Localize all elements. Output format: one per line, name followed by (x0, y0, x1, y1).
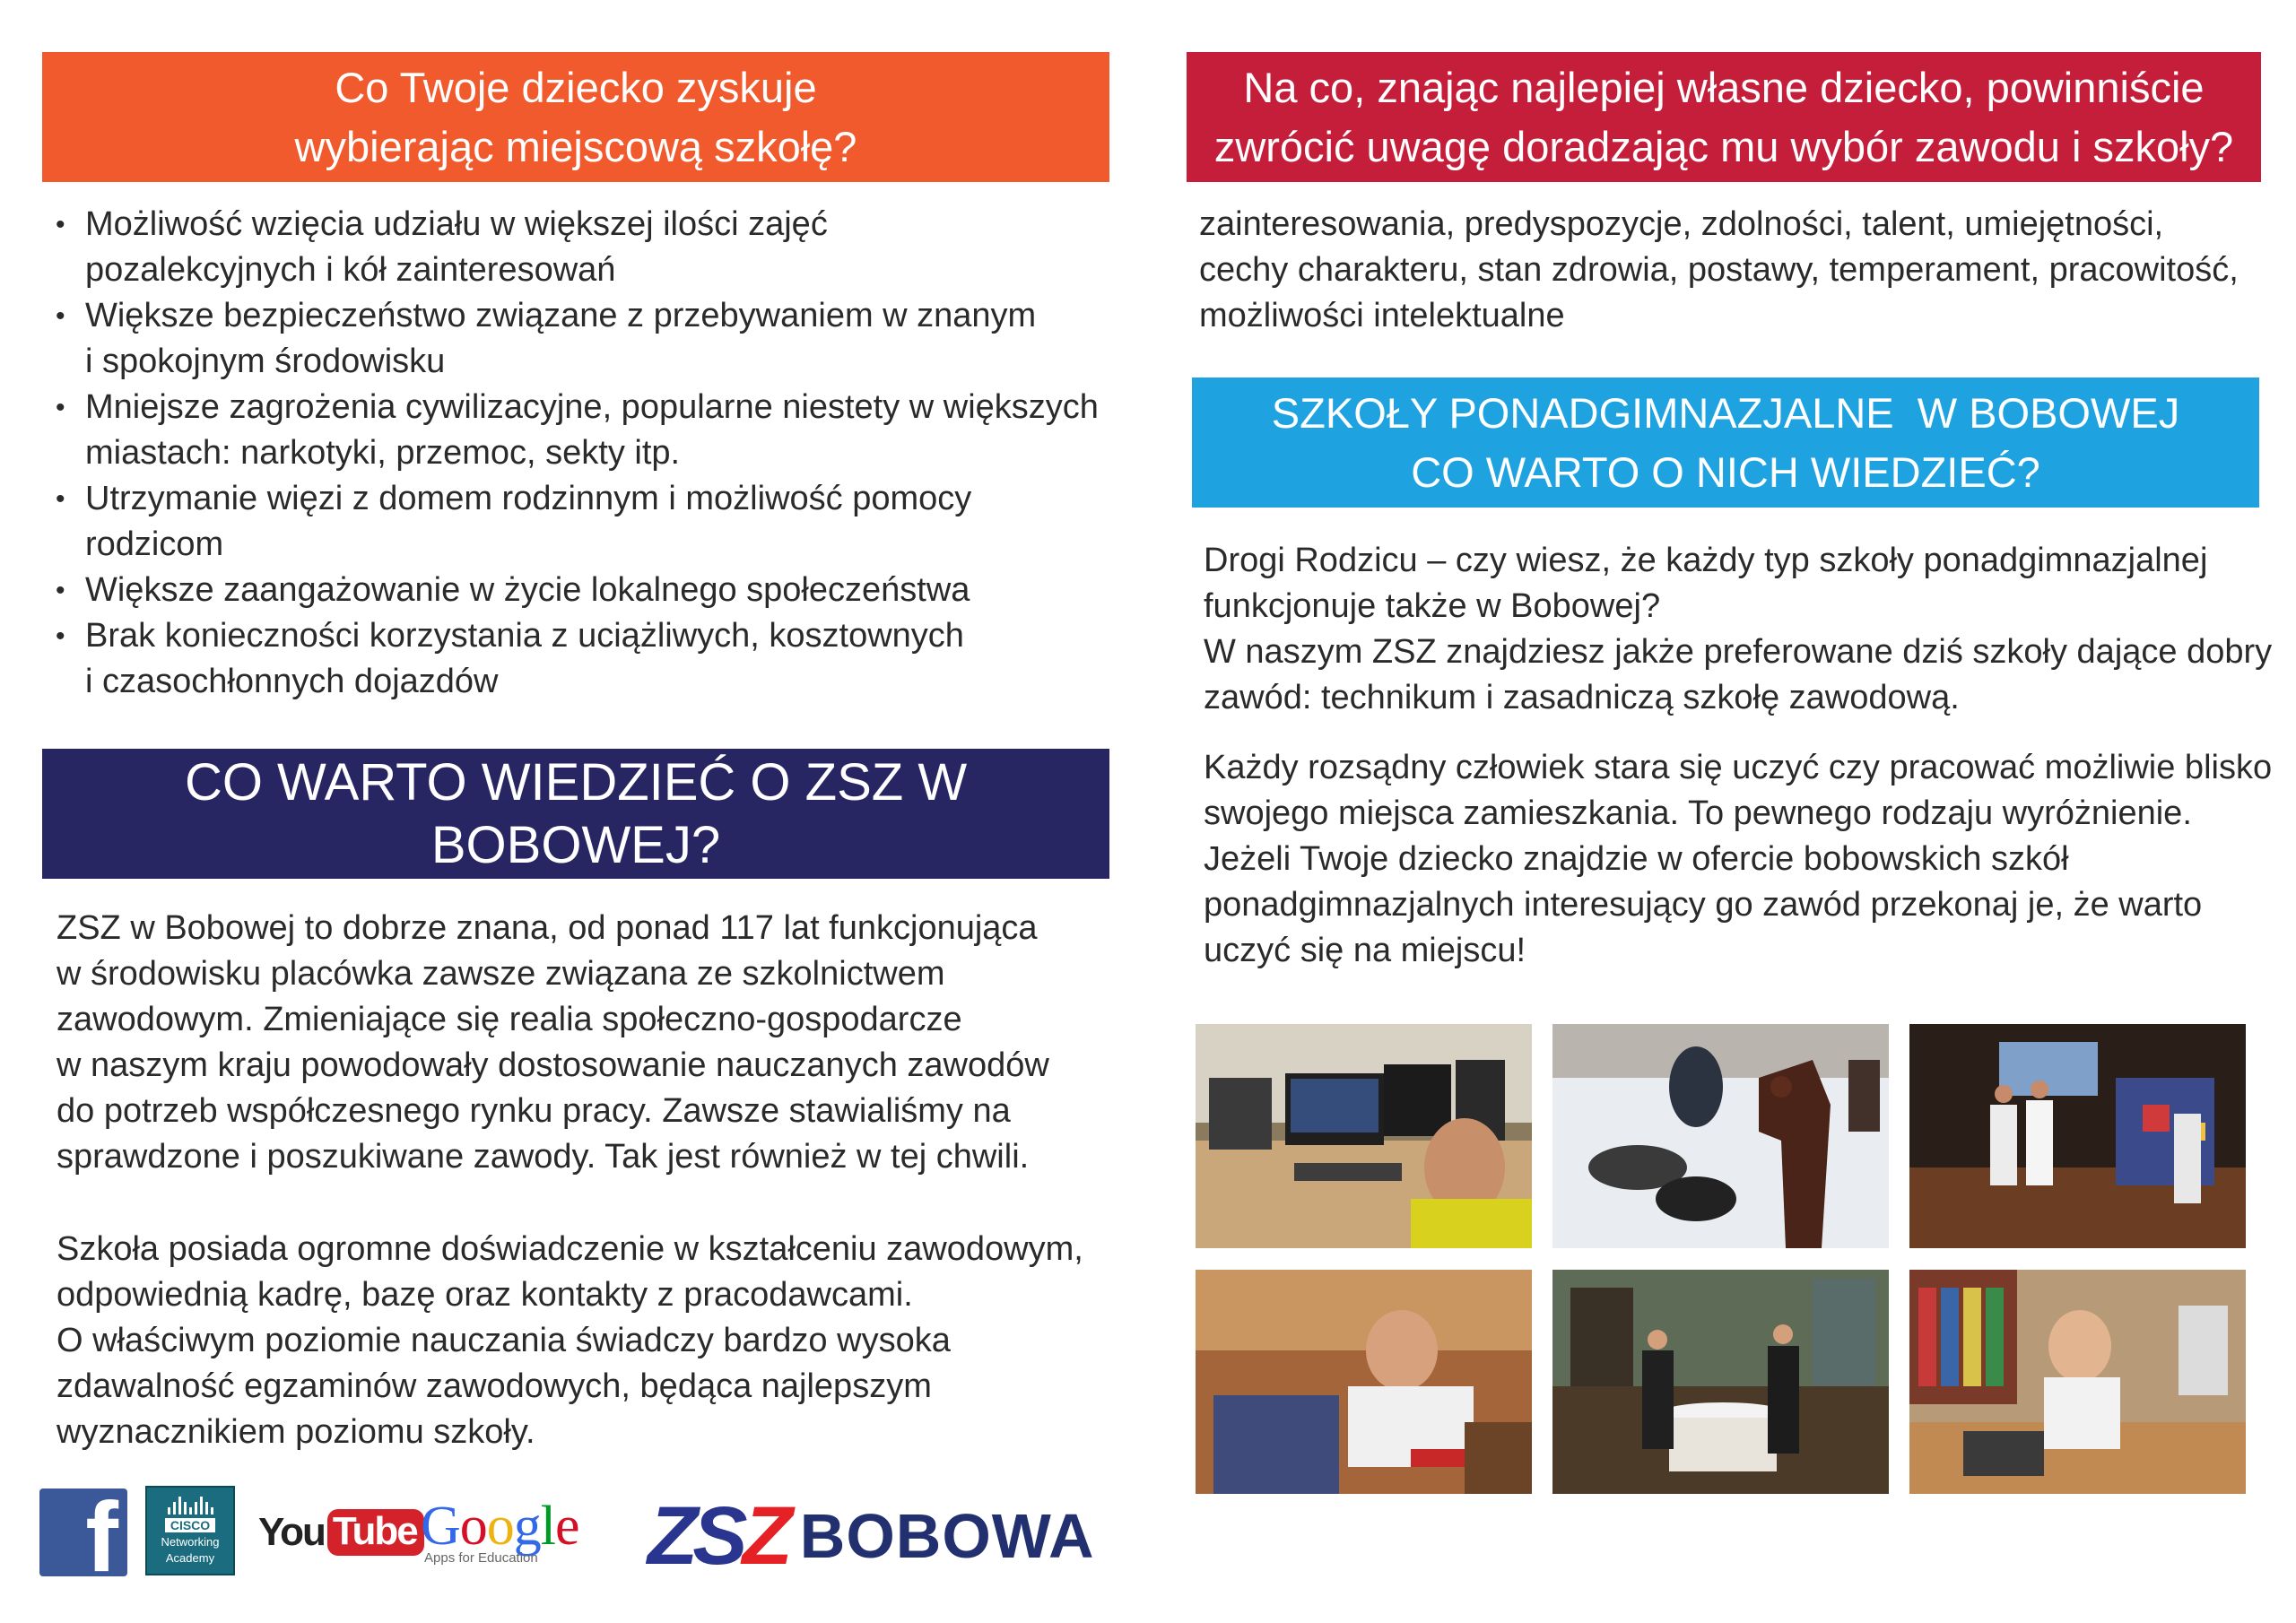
list-item-line2: miastach: narkotyki, przemoc, sekty itp. (85, 434, 681, 472)
paragraph-line: ZSZ w Bobowej to dobrze znana, od ponad 117 lat funkcjonująca (57, 909, 1038, 947)
schools-header-line2: CO WARTO O NICH WIEDZIEĆ? (1411, 447, 2040, 496)
bullet-icon: • (56, 393, 65, 422)
paragraph-line: zawód: technikum i zasadniczą szkołę zawodową. (1204, 679, 1960, 716)
google-apps-logo (421, 1498, 579, 1566)
paragraph-line: W naszym ZSZ znajdziesz jakże preferowane dziś szkoły dające dobry (1204, 633, 2273, 671)
schools-header (1192, 378, 2259, 508)
about-zsz-paragraph (57, 906, 1124, 1180)
zsz-letter: S (692, 1490, 743, 1582)
list-item-line2: rodzicom (85, 525, 224, 563)
zsz-letter: Z (648, 1490, 693, 1582)
list-item-line1: Mniejsze zagrożenia cywilizacyjne, popularne niestety w większych (85, 388, 1099, 426)
google-letter: l (540, 1496, 556, 1557)
paragraph-line: zawodowym. Zmieniające się realia społeczno-gospodarcze (57, 1001, 962, 1038)
list-item-line1: Brak konieczności korzystania z uciążliwych, kosztownych (85, 617, 964, 655)
list-item (56, 385, 1123, 476)
cisco-sub2: Academy (165, 1551, 215, 1565)
paragraph-line: w naszym kraju powodowały dostosowanie nauczanych zawodów (57, 1046, 1049, 1084)
youtube-you: You (258, 1510, 325, 1554)
paragraph-line: O właściwym poziomie nauczania świadczy bardzo wysoka (57, 1322, 951, 1359)
paragraph-line: Szkoła posiada ogromne doświadczenie w kształceniu zawodowym, (57, 1230, 1083, 1268)
why-local-school-header-line1: Co Twoje dziecko zyskuje (335, 63, 817, 111)
google-wordmark (421, 1496, 579, 1557)
google-letter: e (555, 1496, 579, 1557)
schools-header-line1: SZKOŁY PONADGIMNAZJALNE W BOBOWEJ (1271, 388, 2180, 437)
cisco-sub1: Networking (161, 1535, 220, 1549)
bullet-icon: • (56, 210, 65, 239)
paragraph-line: zdawalność egzaminów zawodowych, będąca najlepszym (57, 1367, 932, 1405)
google-apps-subtitle: Apps for Education (424, 1550, 538, 1566)
paragraph-line: cechy charakteru, stan zdrowia, postawy, temperament, pracowitość, (1199, 251, 2239, 289)
paragraph-line: wyznacznikiem poziomu szkoły. (57, 1413, 535, 1451)
zsz-mark (648, 1490, 787, 1582)
zsz-bobowa-logo (648, 1490, 1095, 1582)
zsz-name: BOBOWA (799, 1501, 1095, 1571)
cisco-name: CISCO (165, 1518, 215, 1532)
paragraph-line: Każdy rozsądny człowiek stara się uczyć czy pracować możliwie blisko (1204, 749, 2273, 786)
why-local-school-header (42, 52, 1109, 182)
list-item-line1: Możliwość wzięcia udziału w większej ilości zajęć (85, 205, 828, 243)
why-local-school-header-line2: wybierając miejscową szkołę? (294, 122, 857, 170)
advice-header (1187, 52, 2261, 182)
list-item-line2: i czasochłonnych dojazdów (85, 663, 499, 700)
list-item (56, 293, 1123, 385)
list-item-line2: pozalekcyjnych i kół zainteresowań (85, 251, 616, 289)
experience-paragraph (57, 1227, 1124, 1455)
list-item-line1: Większe zaangażowanie w życie lokalnego społeczeństwa (85, 571, 970, 609)
bullet-icon: • (56, 621, 65, 651)
list-item (56, 202, 1123, 293)
benefits-list (56, 202, 1123, 705)
google-letter: g (513, 1496, 541, 1557)
logo-bar (39, 1484, 1116, 1583)
bullet-icon: • (56, 576, 65, 605)
photo-computer-lab (1196, 1024, 1532, 1248)
parent-paragraph (1204, 538, 2280, 721)
paragraph-line: możliwości intelektualne (1199, 297, 1565, 334)
paragraph-line: uczyć się na miejscu! (1204, 932, 1526, 969)
google-letter: o (459, 1496, 487, 1557)
paragraph-line: Drogi Rodzicu – czy wiesz, że każdy typ szkoły ponadgimnazjalnej (1204, 542, 2208, 579)
photo-theater-scene (1552, 1270, 1889, 1494)
photo-winter-horse (1552, 1024, 1889, 1248)
paragraph-line: swojego miejsca zamieszkania. To pewnego rodzaju wyróżnienie. (1204, 794, 2192, 832)
list-item (56, 568, 1123, 613)
cisco-bars-icon (147, 1495, 233, 1515)
paragraph-line: zainteresowania, predyspozycje, zdolności, talent, umiejętności, (1199, 205, 2164, 243)
bullet-icon: • (56, 484, 65, 514)
advice-header-line2: zwrócić uwagę doradzając mu wybór zawodu i szkoły? (1213, 122, 2234, 170)
zsz-letter: Z (742, 1490, 787, 1582)
photo-stage-dance (1909, 1024, 2246, 1248)
list-item (56, 476, 1123, 568)
bullet-icon: • (56, 301, 65, 331)
about-zsz-header (42, 749, 1109, 879)
youtube-tube: Tube (327, 1509, 424, 1556)
google-letter: o (486, 1496, 514, 1557)
list-item-line1: Utrzymanie więzi z domem rodzinnym i możliwość pomocy (85, 480, 972, 517)
list-item-line1: Większe bezpieczeństwo związane z przebywaniem w znanym (85, 297, 1037, 334)
paragraph-line: do potrzeb współczesnego rynku pracy. Zawsze stawialiśmy na (57, 1092, 1011, 1130)
paragraph-line: w środowisku placówka zawsze związana ze szkolnictwem (57, 955, 945, 993)
paragraph-line: funkcjonuje także w Bobowej? (1204, 587, 1661, 625)
paragraph-line: Jeżeli Twoje dziecko znajdzie w ofercie bobowskich szkół (1204, 840, 2069, 878)
about-zsz-header-text: CO WARTO WIEDZIEĆ O ZSZ W BOBOWEJ? (184, 752, 968, 874)
local-study-paragraph (1204, 745, 2280, 974)
list-item (56, 613, 1123, 705)
cisco-networking-academy-logo (145, 1486, 235, 1575)
paragraph-line: sprawdzone i poszukiwane zawody. Tak jest również w tej chwili. (57, 1138, 1030, 1176)
google-letter: G (421, 1496, 460, 1557)
facebook-icon[interactable]: f (39, 1488, 127, 1576)
list-item-line2: i spokojnym środowisku (85, 343, 446, 380)
photo-blood-donation (1196, 1270, 1532, 1494)
traits-paragraph (1199, 202, 2275, 339)
paragraph-line: ponadgimnazjalnych interesujący go zawód przekonaj je, że warto (1204, 886, 2203, 924)
photo-office-phone (1909, 1270, 2246, 1494)
paragraph-line: odpowiednią kadrę, bazę oraz kontakty z pracodawcami. (57, 1276, 913, 1314)
advice-header-line1: Na co, znając najlepiej własne dziecko, powinniście (1243, 63, 2205, 111)
youtube-logo[interactable] (258, 1506, 424, 1559)
